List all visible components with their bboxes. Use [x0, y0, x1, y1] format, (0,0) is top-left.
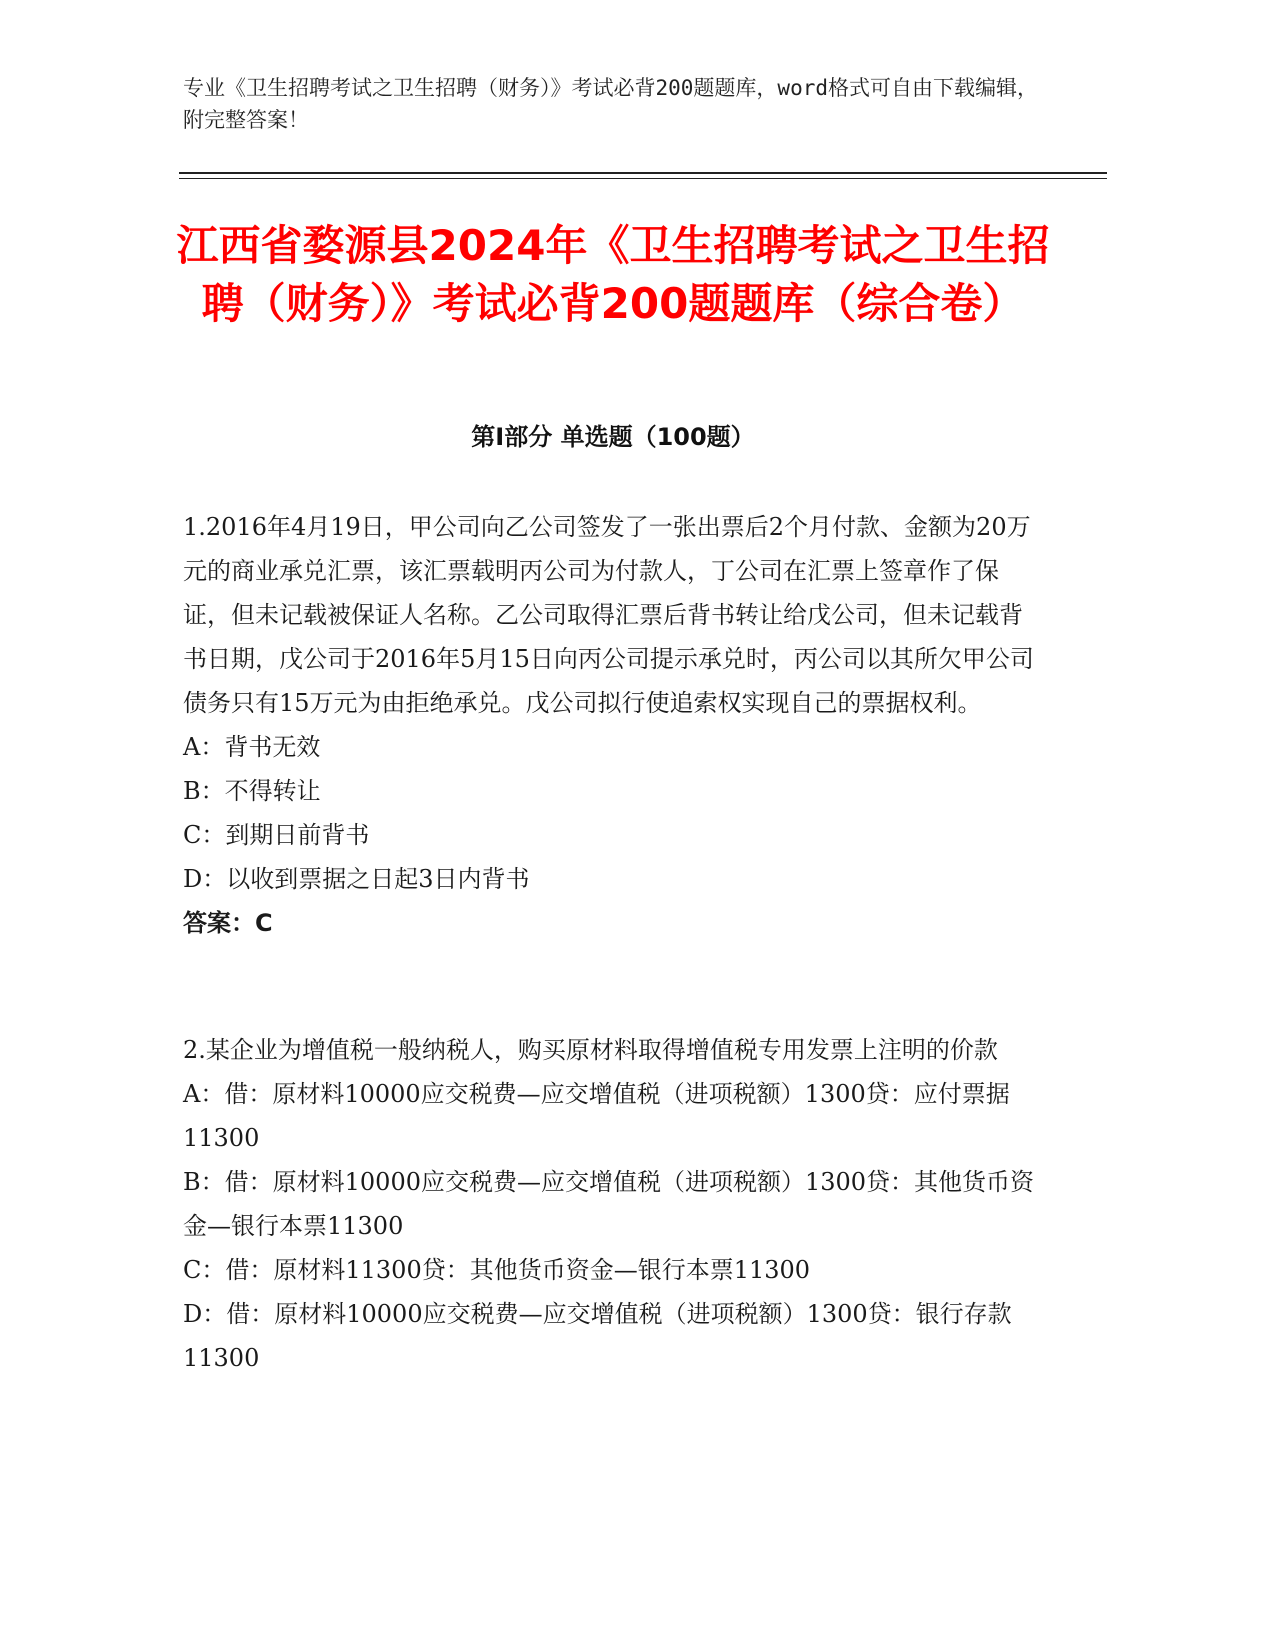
header-divider-thick [179, 172, 1107, 174]
question-stem: 2.某企业为增值税一般纳税人，购买原材料取得增值税专用发票上注明的价款 [183, 1036, 998, 1064]
section-heading: 第Ⅰ部分 单选题（100题） [471, 423, 755, 451]
option-a: A：借：原材料10000应交税费—应交增值税（进项税额）1300贷：应付票据11300 [183, 1080, 1010, 1152]
document-title: 江西省婺源县2024年《卫生招聘考试之卫生招聘（财务）》考试必背200题题库（综合卷） [176, 221, 1050, 328]
answer-line: 答案：C [183, 909, 273, 937]
option-b: B：借：原材料10000应交税费—应交增值税（进项税额）1300贷：其他货币资金—银行本票11300 [183, 1168, 1035, 1240]
header-divider-thin [179, 178, 1107, 179]
question-2 [183, 1028, 1043, 1380]
option-c: C：借：原材料11300贷：其他货币资金—银行本票11300 [183, 1256, 811, 1284]
question-1 [183, 505, 1043, 945]
header-note: 专业《卫生招聘考试之卫生招聘（财务）》考试必背200题题库，word格式可自由下载编辑，附完整答案！ [183, 76, 1038, 132]
option-c: C：到期日前背书 [183, 821, 370, 849]
option-a: A：背书无效 [183, 733, 321, 761]
question-stem: 1.2016年4月19日，甲公司向乙公司签发了一张出票后2个月付款、金额为20万元的商业承兑汇票，该汇票载明丙公司为付款人，丁公司在汇票上签章作了保证，但未记载被保证人名称。乙公司取得汇票后背书转让给戊公司，但未记载背书日期，戊公司于2016年5月15日向丙公司提示承兑时，丙公司以其所欠甲公司债务只有15万元为由拒绝承兑。戊公司拟行使追索权实现自己的票据权利。 [183, 513, 1034, 717]
option-d: D：以收到票据之日起3日内背书 [183, 865, 530, 893]
option-d: D：借：原材料10000应交税费—应交增值税（进项税额）1300贷：银行存款11300 [183, 1300, 1012, 1372]
option-b: B：不得转让 [183, 777, 321, 805]
